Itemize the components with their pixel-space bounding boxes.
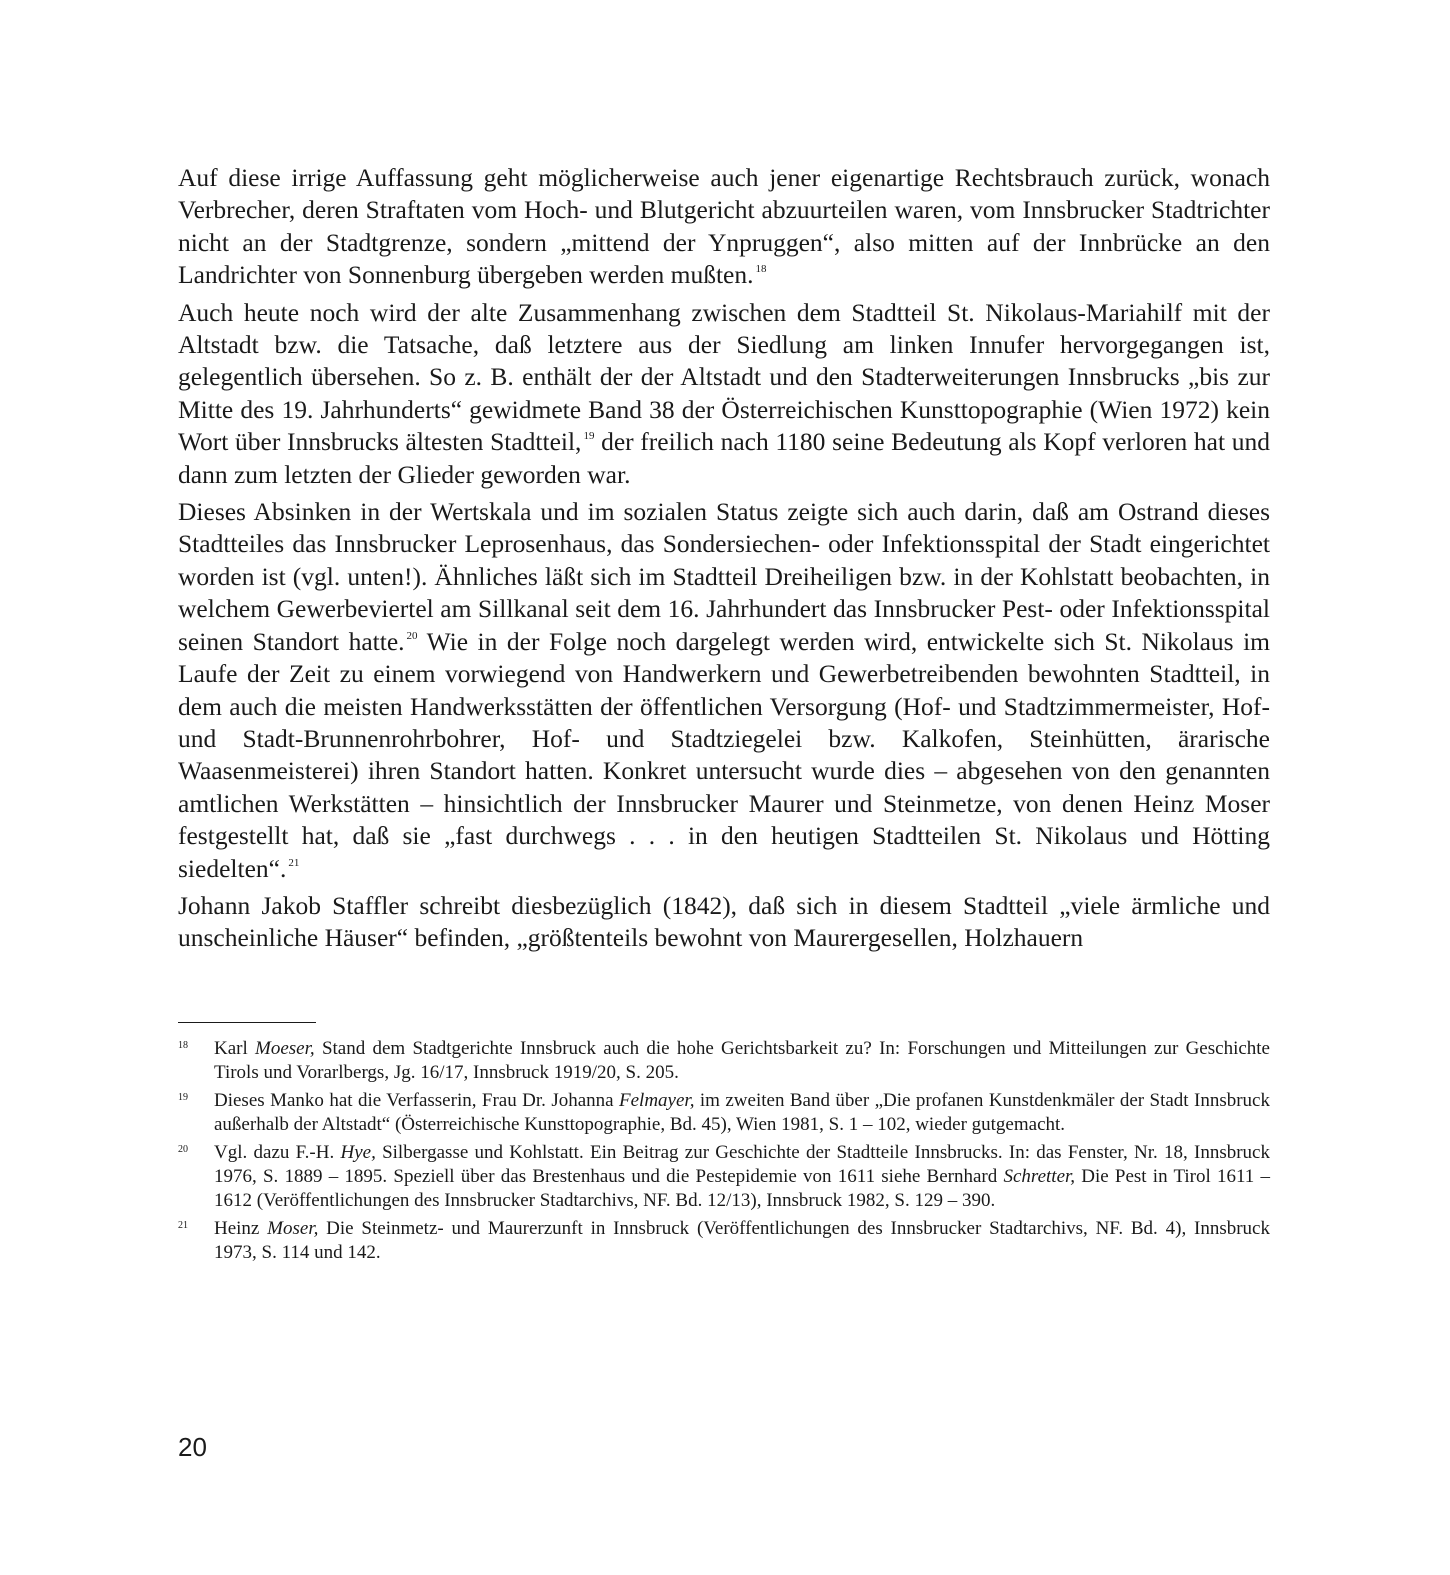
footnote-ref-18[interactable]: 18: [755, 263, 767, 276]
footnote-ref-19[interactable]: 19: [583, 430, 595, 443]
footnote-18: [178, 1037, 1270, 1084]
paragraph-1-text: Auf diese irrige Auffassung geht möglicherweise auch jener eigenartige Rechtsbrauch zurück, wonach Verbrecher, deren Straftaten vom Hoch- und Blutgericht abzuurteilen waren, vom Innsbrucker Stadtrichter nicht an der Stadtgrenze, sondern „mittend der Ynpruggen“, also mitten auf der Innbrücke an den Landrichter von Sonnenburg übergeben werden mußten.: [178, 163, 1270, 290]
paragraph-3: [178, 496, 1270, 885]
paragraph-2-text-a: Auch heute noch wird der alte Zusammenhang zwischen dem Stadtteil St. Nikolaus-Mariahilf mit der Altstadt bzw. die Tatsache, daß letztere aus der Siedlung am linken Innufer hervorgegangen ist, gelegentlich übersehen. So z. B. enthält der der Altstadt und den Stadterweiterungen Innsbrucks „bis zur Mitte des 19. Jahrhunderts“ gewidmete Band 38 der Österreichischen Kunsttopographie (Wien 1972) kein Wort über Innsbrucks ältesten Stadtteil,: [178, 297, 1270, 457]
footnote-author: Moser,: [267, 1218, 319, 1240]
footnote-20: [178, 1141, 1270, 1212]
paragraph-4: [178, 890, 1270, 955]
footnote-19: [178, 1089, 1270, 1136]
footnote-author: Schretter,: [1003, 1165, 1076, 1187]
body-text: [178, 162, 1270, 955]
footnote-author: Felmayer,: [619, 1090, 695, 1112]
main-text: [178, 162, 1270, 960]
footnote-text: Dieses Manko hat die Verfasserin, Frau Dr. Johanna Felmayer, im zweiten Band über „Die profanen Kunstdenkmäler der Stadt Innsbruck außerhalb der Altstadt“ (Österreichische Kunsttopographie, Bd. 45), Wien 1981, S. 1 – 102, wieder gutgemacht.: [214, 1090, 1270, 1135]
footnote-text: Heinz Moser, Die Steinmetz- und Maurerzunft in Innsbruck (Veröffentlichungen des Innsbrucker Stadtarchivs, NF. Bd. 4), Innsbruck 1973, S. 114 und 142.: [214, 1218, 1270, 1263]
paragraph-1: [178, 162, 1270, 292]
footnotes: [178, 1037, 1270, 1269]
footnote-author: Hye,: [340, 1142, 376, 1164]
paragraph-3-text-b: Wie in der Folge noch dargelegt werden wird, entwickelte sich St. Nikolaus im Laufe der Zeit zu einem vorwiegend von Handwerkern und Gewerbetreibenden bewohnten Stadtteil, in dem auch die meisten Handwerksstätten der öffentlichen Versorgung (Hof- und Stadtzimmermeister, Hof- und Stadt-Brunnenrohrbohrer, Hof- und Stadtziegelei bzw. Kalkofen, Steinhütten, ärarische Waasenmeisterei) ihren Standort hatten. Konkret untersucht wurde dies – abgesehen von den genannten amtlichen Werkstätten – hinsichtlich der Innsbrucker Maurer und Steinmetze, von denen Heinz Moser festgestellt hat, daß sie „fast durchwegs . . . in den heutigen Stadtteilen St. Nikolaus und Hötting siedelten“.: [178, 626, 1270, 883]
paragraph-4-text: Johann Jakob Staffler schreibt diesbezüglich (1842), daß sich in diesem Stadtteil „viele ärmliche und unscheinliche Häuser“ befinden, „größtenteils bewohnt von Maurergesellen, Holzhauern: [178, 890, 1270, 953]
paragraph-3-text-a: Dieses Absinken in der Wertskala und im sozialen Status zeigte sich auch darin, daß am Ostrand dieses Stadtteiles das Innsbrucker Leprosenhaus, das Sondersiechen- oder Infektionsspital der Stadt eingerichtet worden ist (vgl. unten!). Ähnliches läßt sich im Stadtteil Dreiheiligen bzw. in der Kohlstatt beobachten, in welchem Gewerbeviertel am Sillkanal seit dem 16. Jahrhundert das Innsbrucker Pest- oder Infektionsspital seinen Standort hatte.: [178, 497, 1270, 656]
footnote-number: 18: [178, 1040, 188, 1051]
page-number: 20: [178, 1432, 207, 1462]
footnote-number: 20: [178, 1144, 188, 1156]
footnote-21: [178, 1217, 1270, 1264]
footnote-text: Karl Moeser, Stand dem Stadtgerichte Innsbruck auch die hohe Gerichtsbarkeit zu? In: Forschungen und Mitteilungen zur Geschichte Tirols und Vorarlbergs, Jg. 16/17, Innsbruck 1919/20, S. 205.: [214, 1038, 1270, 1083]
paragraph-2: [178, 297, 1270, 491]
footnote-author: Moeser,: [255, 1038, 315, 1059]
footnote-ref-20[interactable]: 20: [406, 629, 418, 642]
footnote-divider: [178, 1022, 316, 1023]
footnote-ref-21[interactable]: 21: [288, 856, 300, 869]
footnote-number: 21: [178, 1220, 188, 1232]
footnote-number: 19: [178, 1092, 188, 1104]
footnote-text: Vgl. dazu F.-H. Hye, Silbergasse und Kohlstatt. Ein Beitrag zur Geschichte der Stadtteile Innsbrucks. In: das Fenster, Nr. 18, Innsbruck 1976, S. 1889 – 1895. Speziell über das Brestenhaus und die Pestepidemie von 1611 siehe Bernhard Schretter, Die Pest in Tirol 1611 – 1612 (Veröffentlichungen des Innsbrucker Stadtarchivs, NF. Bd. 12/13), Innsbruck 1982, S. 129 – 390.: [214, 1142, 1270, 1211]
paragraph-2-text-b: der freilich nach 1180 seine Bedeutung als Kopf verloren hat und dann zum letzten der Glieder geworden war.: [178, 427, 1270, 489]
